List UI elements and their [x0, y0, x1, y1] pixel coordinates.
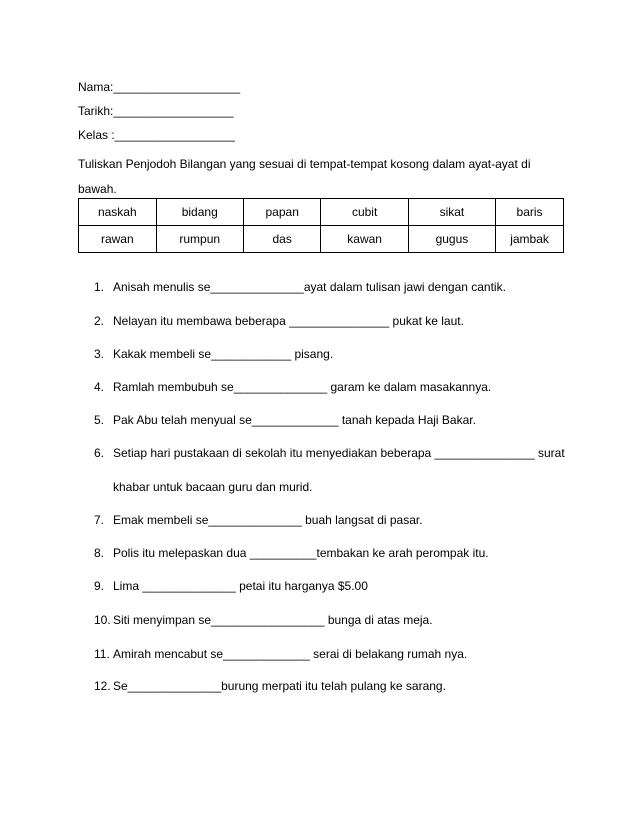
question-number: 11.: [94, 647, 110, 661]
instruction-text: Tuliskan Penjodoh Bilangan yang sesuai di tempat-tempat kosong dalam ayat-ayat di bawah.: [78, 157, 531, 196]
table-cell: gugus: [408, 226, 495, 253]
table-cell: jambak: [496, 226, 564, 253]
question-item: [94, 347, 574, 361]
question-number: 9.: [94, 579, 105, 593]
question-item: [94, 314, 574, 328]
table-row: [79, 199, 564, 226]
question-text: Polis itu melepaskan dua __________tembakan ke arah perompak itu.: [113, 546, 489, 560]
question-number: 8.: [94, 546, 105, 560]
question-number: 1.: [94, 280, 105, 294]
name-field: Nama:___________________: [78, 80, 241, 94]
question-text: Anisah menulis se______________ayat dalam tulisan jawi dengan cantik.: [113, 280, 506, 294]
table-cell: rawan: [79, 226, 157, 253]
table-cell: sikat: [408, 199, 495, 226]
question-text: Lima ______________ petai itu harganya $5.00: [113, 579, 368, 593]
word-bank-table: [78, 198, 564, 253]
question-item: [94, 413, 574, 427]
table-cell: bidang: [156, 199, 243, 226]
table-cell: das: [243, 226, 321, 253]
question-number: 6.: [94, 446, 105, 460]
table-cell: papan: [243, 199, 321, 226]
date-field: Tarikh:__________________: [78, 104, 234, 118]
table-row: [79, 226, 564, 253]
question-text: Pak Abu telah menyual se_____________ tanah kepada Haji Bakar.: [113, 413, 476, 427]
question-item: [94, 513, 574, 527]
table-cell: baris: [496, 199, 564, 226]
table-cell: cubit: [321, 199, 408, 226]
question-text: Se______________burung merpati itu telah pulang ke sarang.: [113, 679, 446, 693]
question-number: 7.: [94, 513, 105, 527]
question-item: [94, 546, 574, 560]
table-cell: rumpun: [156, 226, 243, 253]
question-number: 2.: [94, 314, 105, 328]
question-text: Nelayan itu membawa beberapa _______________ pukat ke laut.: [113, 314, 464, 328]
question-item: [94, 446, 574, 460]
question-number: 12.: [94, 679, 111, 693]
question-number: 3.: [94, 347, 105, 361]
question-text: Kakak membeli se____________ pisang.: [113, 347, 334, 361]
question-text: Amirah mencabut se_____________ serai di belakang rumah nya.: [113, 647, 468, 661]
question-text: Emak membeli se______________ buah langsat di pasar.: [113, 513, 423, 527]
question-item: [94, 613, 574, 627]
question-item: [94, 647, 574, 661]
question-number: 4.: [94, 380, 105, 394]
question-text: Setiap hari pustakaan di sekolah itu menyediakan beberapa _______________ surat: [113, 446, 565, 460]
question-item: [94, 579, 574, 593]
question-item: [94, 380, 574, 394]
question-item: [94, 280, 574, 294]
table-cell: naskah: [79, 199, 157, 226]
table-cell: kawan: [321, 226, 408, 253]
question-number: 10.: [94, 613, 111, 627]
class-field: Kelas :__________________: [78, 128, 235, 142]
question-number: 5.: [94, 413, 105, 427]
question-item: [94, 679, 574, 693]
question-continuation: khabar untuk bacaan guru dan murid.: [113, 480, 313, 494]
question-text: Siti menyimpan se_________________ bunga di atas meja.: [113, 613, 433, 627]
question-text: Ramlah membubuh se______________ garam ke dalam masakannya.: [113, 380, 492, 394]
